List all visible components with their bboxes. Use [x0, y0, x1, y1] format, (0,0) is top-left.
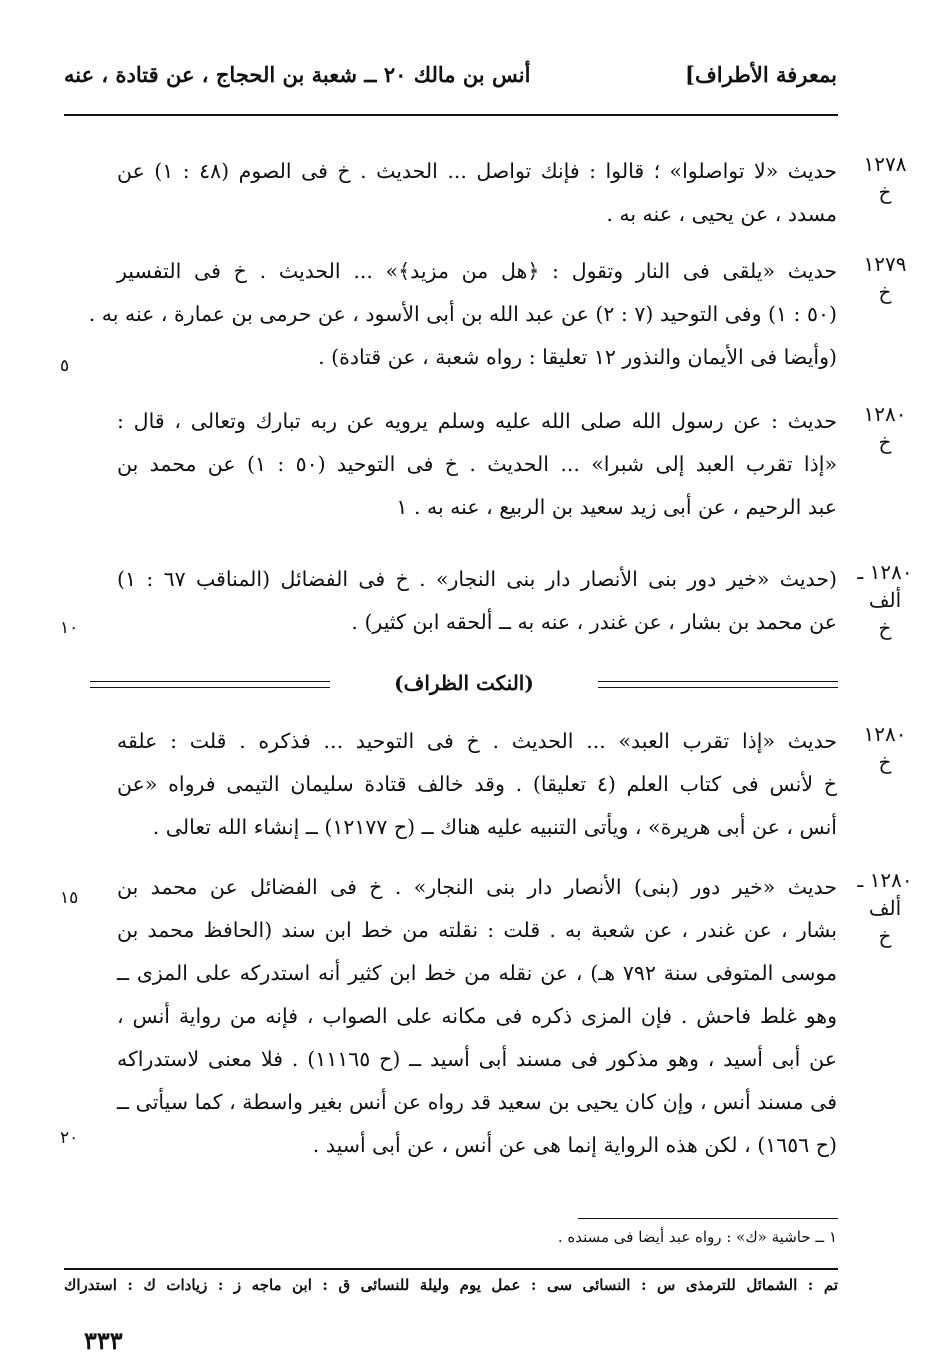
running-header: أنس بن مالك ٢٠ ــ شعبة بن الحجاج ، عن قتادة ، عنه — [64, 62, 531, 87]
entry-1279 — [88, 250, 907, 379]
entry-number: ١٢٧٨ خ — [863, 152, 907, 204]
entry-number: ١٢٧٩ خ — [863, 252, 907, 304]
entry-line: خ لأنس فى كتاب العلم (٤ تعليقا) . وقد خالف قتادة سليمان التيمى فرواه «عن — [117, 772, 837, 796]
line-marker-15: ١٥ — [60, 888, 79, 908]
entry-line: (٥٠ : ١) وفى التوحيد (٧ : ٢) عن عبد الله بن أبى الأسود ، عن حرمى بن عمارة ، عنه به . — [88, 302, 837, 326]
entry-line: (حديث «خير دور بنى الأنصار دار بنى النجار» . خ فى الفضائل (المناقب ٦٧ : ١) — [117, 567, 837, 591]
entry-line: حديث «خير دور (بنى) الأنصار دار بنى النجار» . خ فى الفضائل عن محمد بن — [117, 875, 837, 899]
entry-number: ١٢٨٠ ـ ألف خ — [857, 868, 913, 948]
entry-1280 — [117, 400, 907, 529]
entry-line: عبد الرحيم ، عن أبى زيد سعيد بن الربيع ، عنه به . ١ — [396, 495, 837, 519]
divider-title: (النكت الظراف) — [394, 671, 534, 695]
entry-line: بشار ، عن غندر ، عن شعبة به . قلت : نقلته من خط ابن سند (الحافظ محمد بن — [117, 918, 837, 942]
page-number: ٣٣٣ — [84, 1326, 123, 1355]
entry-line: أنس ، عن أبى هريرة» ، ويأتى التنبيه عليه هناك ــ (ح ١٢١٧٧) ــ إنشاء الله تعالى . — [152, 815, 837, 839]
entry-1280-alif — [117, 558, 913, 644]
entry-line: فى مسند أنس ، وإن كان يحيى بن سعيد قد رواه عن أنس بغير واسطة ، كما سيأتى ــ — [117, 1090, 837, 1114]
entry-number: ١٢٨٠ ـ ألف خ — [857, 560, 913, 640]
entry-line: حديث «يلقى فى النار وتقول : ﴿هل من مزيد﴾» ... الحديث . خ فى التفسير — [117, 259, 837, 283]
entry-1278 — [117, 150, 907, 236]
section-title: بمعرفة الأطراف] — [685, 62, 837, 87]
line-marker-20: ٢٠ — [60, 1128, 79, 1148]
section-divider — [90, 668, 838, 698]
entry-line: وهو غلط فاحش . فإن المزى ذكره فى مكانه على الصواب ، فإنه من رواية أنس ، — [117, 1004, 837, 1028]
entry-line: (وأيضا فى الأيمان والنذور ١٢ تعليقا : رواه شعبة ، عن قتادة) . — [318, 345, 837, 369]
nukat-1280-alif — [117, 866, 913, 1167]
footnote-rule — [578, 1218, 838, 1219]
legend-rule — [64, 1268, 838, 1270]
entry-line: عن محمد بن بشار ، عن غندر ، عنه به ــ ألحقه ابن كثير) . — [351, 610, 837, 634]
entry-line: (ح ١٦٥٦) ، لكن هذه الرواية إنما هى عن أنس ، عن أبى أسيد . — [312, 1133, 837, 1157]
entry-line: «إذا تقرب العبد إلى شبرا» ... الحديث . خ فى التوحيد (٥٠ : ١) عن محمد بن — [117, 452, 837, 476]
footnote: ١ ــ حاشية «ك» : رواه عبد أيضا فى مسنده . — [557, 1228, 837, 1246]
nukat-1280 — [117, 720, 907, 849]
sigla-legend: تم : الشمائل للترمذى س : النسائى سى : عمل يوم وليلة للنسائى ق : ابن ماجه ز : زيادات ك : استدراك — [64, 1276, 838, 1294]
entry-number: ١٢٨٠ خ — [863, 402, 907, 454]
line-marker-5: ٥ — [60, 356, 70, 376]
entry-line: حديث «لا تواصلوا» ؛ قالوا : فإنك تواصل ... الحديث . خ فى الصوم (٤٨ : ١) عن — [117, 159, 837, 183]
entry-line: مسدد ، عن يحيى ، عنه به . — [606, 202, 837, 226]
entry-line: عن أبى أسيد ، وهو مذكور فى مسند أبى أسيد ــ (ح ١١١٦٥) . فلا معنى لاستدراكه — [117, 1047, 837, 1071]
entry-line: حديث : عن رسول الله صلى الله عليه وسلم يرويه عن ربه تبارك وتعالى ، قال : — [117, 409, 837, 433]
line-marker-10: ١٠ — [60, 618, 79, 638]
entry-number: ١٢٨٠ خ — [863, 722, 907, 774]
entry-line: حديث «إذا تقرب العبد» ... الحديث . خ فى التوحيد ... فذكره . قلت : علقه — [117, 729, 837, 753]
header-rule — [64, 114, 838, 116]
entry-line: موسى المتوفى سنة ٧٩٢ هـ) ، عن نقله من خط ابن كثير أنه استدركه على المزى ــ — [117, 961, 837, 985]
